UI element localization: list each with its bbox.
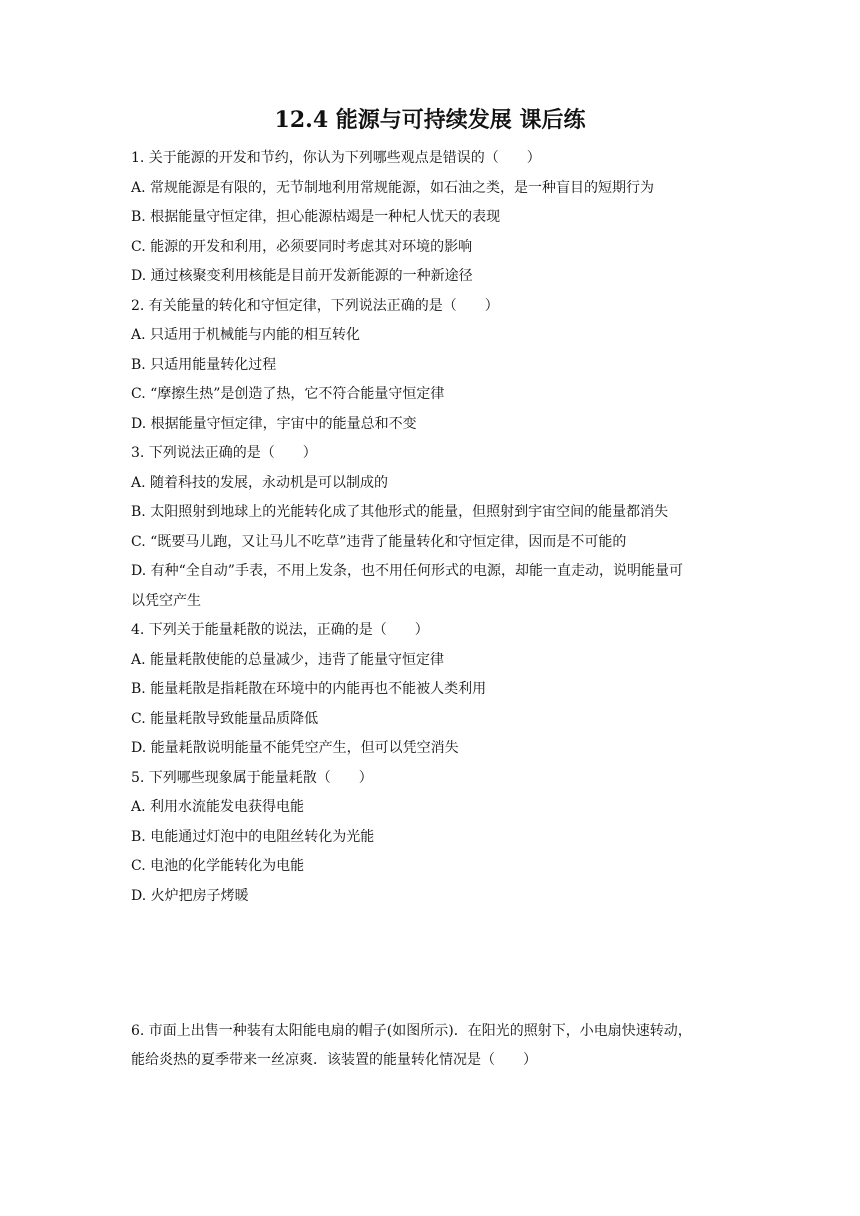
question-5-option-a: A. 利用水流能发电获得电能 <box>131 799 305 815</box>
question-1-option-c: C. 能源的开发和利用，必须要同时考虑其对环境的影响 <box>131 239 473 255</box>
question-3-stem: 3. 下列说法正确的是（ ） <box>131 445 317 461</box>
question-6-stem: 6. 市面上出售一种装有太阳能电扇的帽子(如图所示)．在阳光的照射下，小电扇快速转动， <box>131 1023 692 1039</box>
question-4-option-c: C. 能量耗散导致能量品质降低 <box>131 711 319 727</box>
question-1-option-b: B. 根据能量守恒定律，担心能源枯竭是一种杞人忧天的表现 <box>131 209 501 225</box>
question-4-stem: 4. 下列关于能量耗散的说法，正确的是（ ） <box>131 622 429 638</box>
question-3-option-c: C. “既要马儿跑，又让马儿不吃草”违背了能量转化和守恒定律，因而是不可能的 <box>131 534 627 550</box>
question-4-option-d: D. 能量耗散说明能量不能凭空产生，但可以凭空消失 <box>131 740 459 756</box>
question-1-stem: 1. 关于能源的开发和节约，你认为下列哪些观点是错误的（ ） <box>131 150 541 166</box>
question-4-option-a: A. 能量耗散使能的总量减少，违背了能量守恒定律 <box>131 652 445 668</box>
question-3-option-d: D. 有种“全自动”手表，不用上发条，也不用任何形式的电源，却能一直走动，说明能量可 <box>131 563 683 579</box>
question-5-option-c: C. 电池的化学能转化为电能 <box>131 858 305 874</box>
question-4-option-b: B. 能量耗散是指耗散在环境中的内能再也不能被人类利用 <box>131 681 487 697</box>
question-5-stem: 5. 下列哪些现象属于能量耗散（ ） <box>131 770 373 786</box>
question-5-option-b: B. 电能通过灯泡中的电阻丝转化为光能 <box>131 829 375 845</box>
question-6-stem-continued: 能给炎热的夏季带来一丝凉爽．该装置的能量转化情况是（ ） <box>131 1052 537 1068</box>
question-2-option-c: C. “摩擦生热”是创造了热，它不符合能量守恒定律 <box>131 386 445 402</box>
page-title: 12.4 能源与可持续发展 课后练 <box>274 107 586 133</box>
question-2-option-d: D. 根据能量守恒定律，宇宙中的能量总和不变 <box>131 416 417 432</box>
question-5-option-d: D. 火炉把房子烤暖 <box>131 888 249 904</box>
question-2-option-a: A. 只适用于机械能与内能的相互转化 <box>131 327 361 343</box>
question-2-option-b: B. 只适用能量转化过程 <box>131 357 277 373</box>
question-2-stem: 2. 有关能量的转化和守恒定律，下列说法正确的是（ ） <box>131 298 499 314</box>
question-1-option-a: A. 常规能源是有限的，无节制地利用常规能源，如石油之类，是一种盲目的短期行为 <box>131 180 655 196</box>
question-3-option-b: B. 太阳照射到地球上的光能转化成了其他形式的能量，但照射到宇宙空间的能量都消失 <box>131 504 669 520</box>
question-1-option-d: D. 通过核聚变利用核能是目前开发新能源的一种新途径 <box>131 268 473 284</box>
question-3-option-d-continued: 以凭空产生 <box>131 593 201 609</box>
question-3-option-a: A. 随着科技的发展，永动机是可以制成的 <box>131 475 389 491</box>
